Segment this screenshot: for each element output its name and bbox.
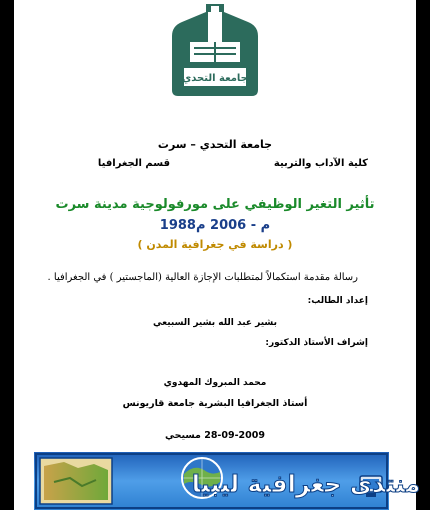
supervisor-role: أستاذ الجغرافيا البشرية جامعة قاريونس xyxy=(122,398,308,409)
thesis-intro: رسالة مقدمة استكمالاً لمتطلبات الإجازة العالية (الماجستير ) في الجغرافيا . xyxy=(47,272,358,283)
thesis-date: 28-09-2009 مسيحي xyxy=(165,430,265,441)
thesis-years: 1988م - 2006 م xyxy=(159,218,271,233)
supervisor-name: محمد المبروك المهدوي xyxy=(163,378,267,388)
map-icon xyxy=(40,458,112,504)
department-name: قسم الجغرافيا xyxy=(97,158,170,169)
faculty-name: كلية الآداب والتربية xyxy=(273,158,368,169)
thesis-subtitle: ( دراسة في جغرافية المدن ) xyxy=(137,238,293,251)
supervisor-label: إشراف الأستاذ الدكتور: xyxy=(265,338,368,348)
student-name: بشير عبد الله بشير السبيعي xyxy=(153,318,277,328)
student-label: إعداد الطالب: xyxy=(307,296,368,306)
forum-banner[interactable] xyxy=(34,452,421,510)
thesis-title: تأثير التغير الوظيفي على مورفولوجية مدينة سرت xyxy=(55,197,375,212)
document-page xyxy=(14,0,421,510)
university-logo xyxy=(164,2,266,108)
university-name: جامعة التحدي – سرت xyxy=(157,138,273,151)
logo-caption: جامعة التحدي xyxy=(182,73,248,84)
banner-title: منتدى جغرافية ليبيا xyxy=(191,470,421,498)
